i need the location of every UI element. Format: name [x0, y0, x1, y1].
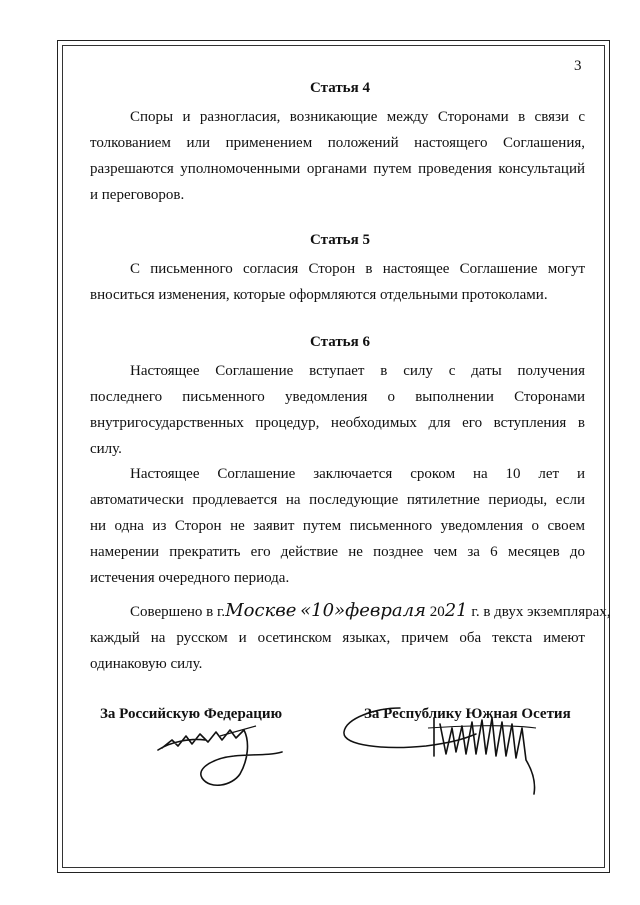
text-line: Настоящее Соглашение заключается сроком на 10 лет и	[130, 466, 585, 482]
printed-year: 20	[429, 604, 445, 620]
text-line: и переговоров.	[90, 187, 185, 203]
text-line: каждый на русском и осетинском языках, причем оба текста имеют	[90, 630, 585, 646]
article-4-text	[90, 104, 585, 208]
signing-suffix: г. в двух экземплярах,	[471, 604, 611, 620]
text-line: ни одна из Сторон не заявит путем письменного уведомления о своем	[90, 518, 585, 534]
text-line: Настоящее Соглашение вступает в силу с даты получения	[130, 363, 585, 379]
article-6-paragraph-2	[90, 461, 585, 591]
signature-label-south-ossetia: За Республику Южная Осетия	[364, 706, 571, 722]
text-line: разрешаются уполномоченными органами путем проведения консультаций	[90, 161, 585, 177]
signing-prefix: Совершено в г.	[130, 604, 226, 620]
text-line: намерении прекратить его действие не позднее чем за 6 месяцев до	[90, 544, 585, 560]
text-line: толкованием или применением положений настоящего Соглашения,	[90, 135, 585, 151]
signing-first-line	[90, 598, 611, 625]
text-line: вноситься изменения, которые оформляются отдельными протоколами.	[90, 287, 548, 303]
article-5-title: Статья 5	[310, 232, 370, 248]
text-line: С письменного согласия Сторон в настоящее Соглашение могут	[130, 261, 585, 277]
article-4-title: Статья 4	[310, 80, 370, 96]
article-6-title: Статья 6	[310, 334, 370, 350]
text-line: последнего письменного уведомления о выполнении Сторонами	[90, 389, 585, 405]
page-number: 3	[574, 58, 582, 74]
handwritten-day: «10»	[300, 600, 346, 621]
text-line: одинаковую силу.	[90, 656, 203, 672]
text-line: внутригосударственных процедур, необходимых для его вступления в	[90, 415, 585, 431]
article-5-text	[90, 256, 585, 308]
signature-russia	[150, 712, 300, 792]
article-6-paragraph-1	[90, 358, 585, 462]
signing-paragraph	[90, 598, 611, 677]
handwritten-city: Москве	[225, 600, 297, 621]
handwritten-year: 21	[444, 600, 468, 621]
text-line: автоматически продлевается на последующие пятилетние периоды, если	[90, 492, 585, 508]
text-line: силу.	[90, 441, 122, 457]
signature-label-russia: За Российскую Федерацию	[100, 706, 283, 722]
text-line: Споры и разногласия, возникающие между Сторонами в связи с	[130, 109, 585, 125]
handwritten-month: февраля	[345, 600, 426, 621]
signature-south-ossetia	[336, 698, 566, 798]
text-line: истечения очередного периода.	[90, 570, 290, 586]
